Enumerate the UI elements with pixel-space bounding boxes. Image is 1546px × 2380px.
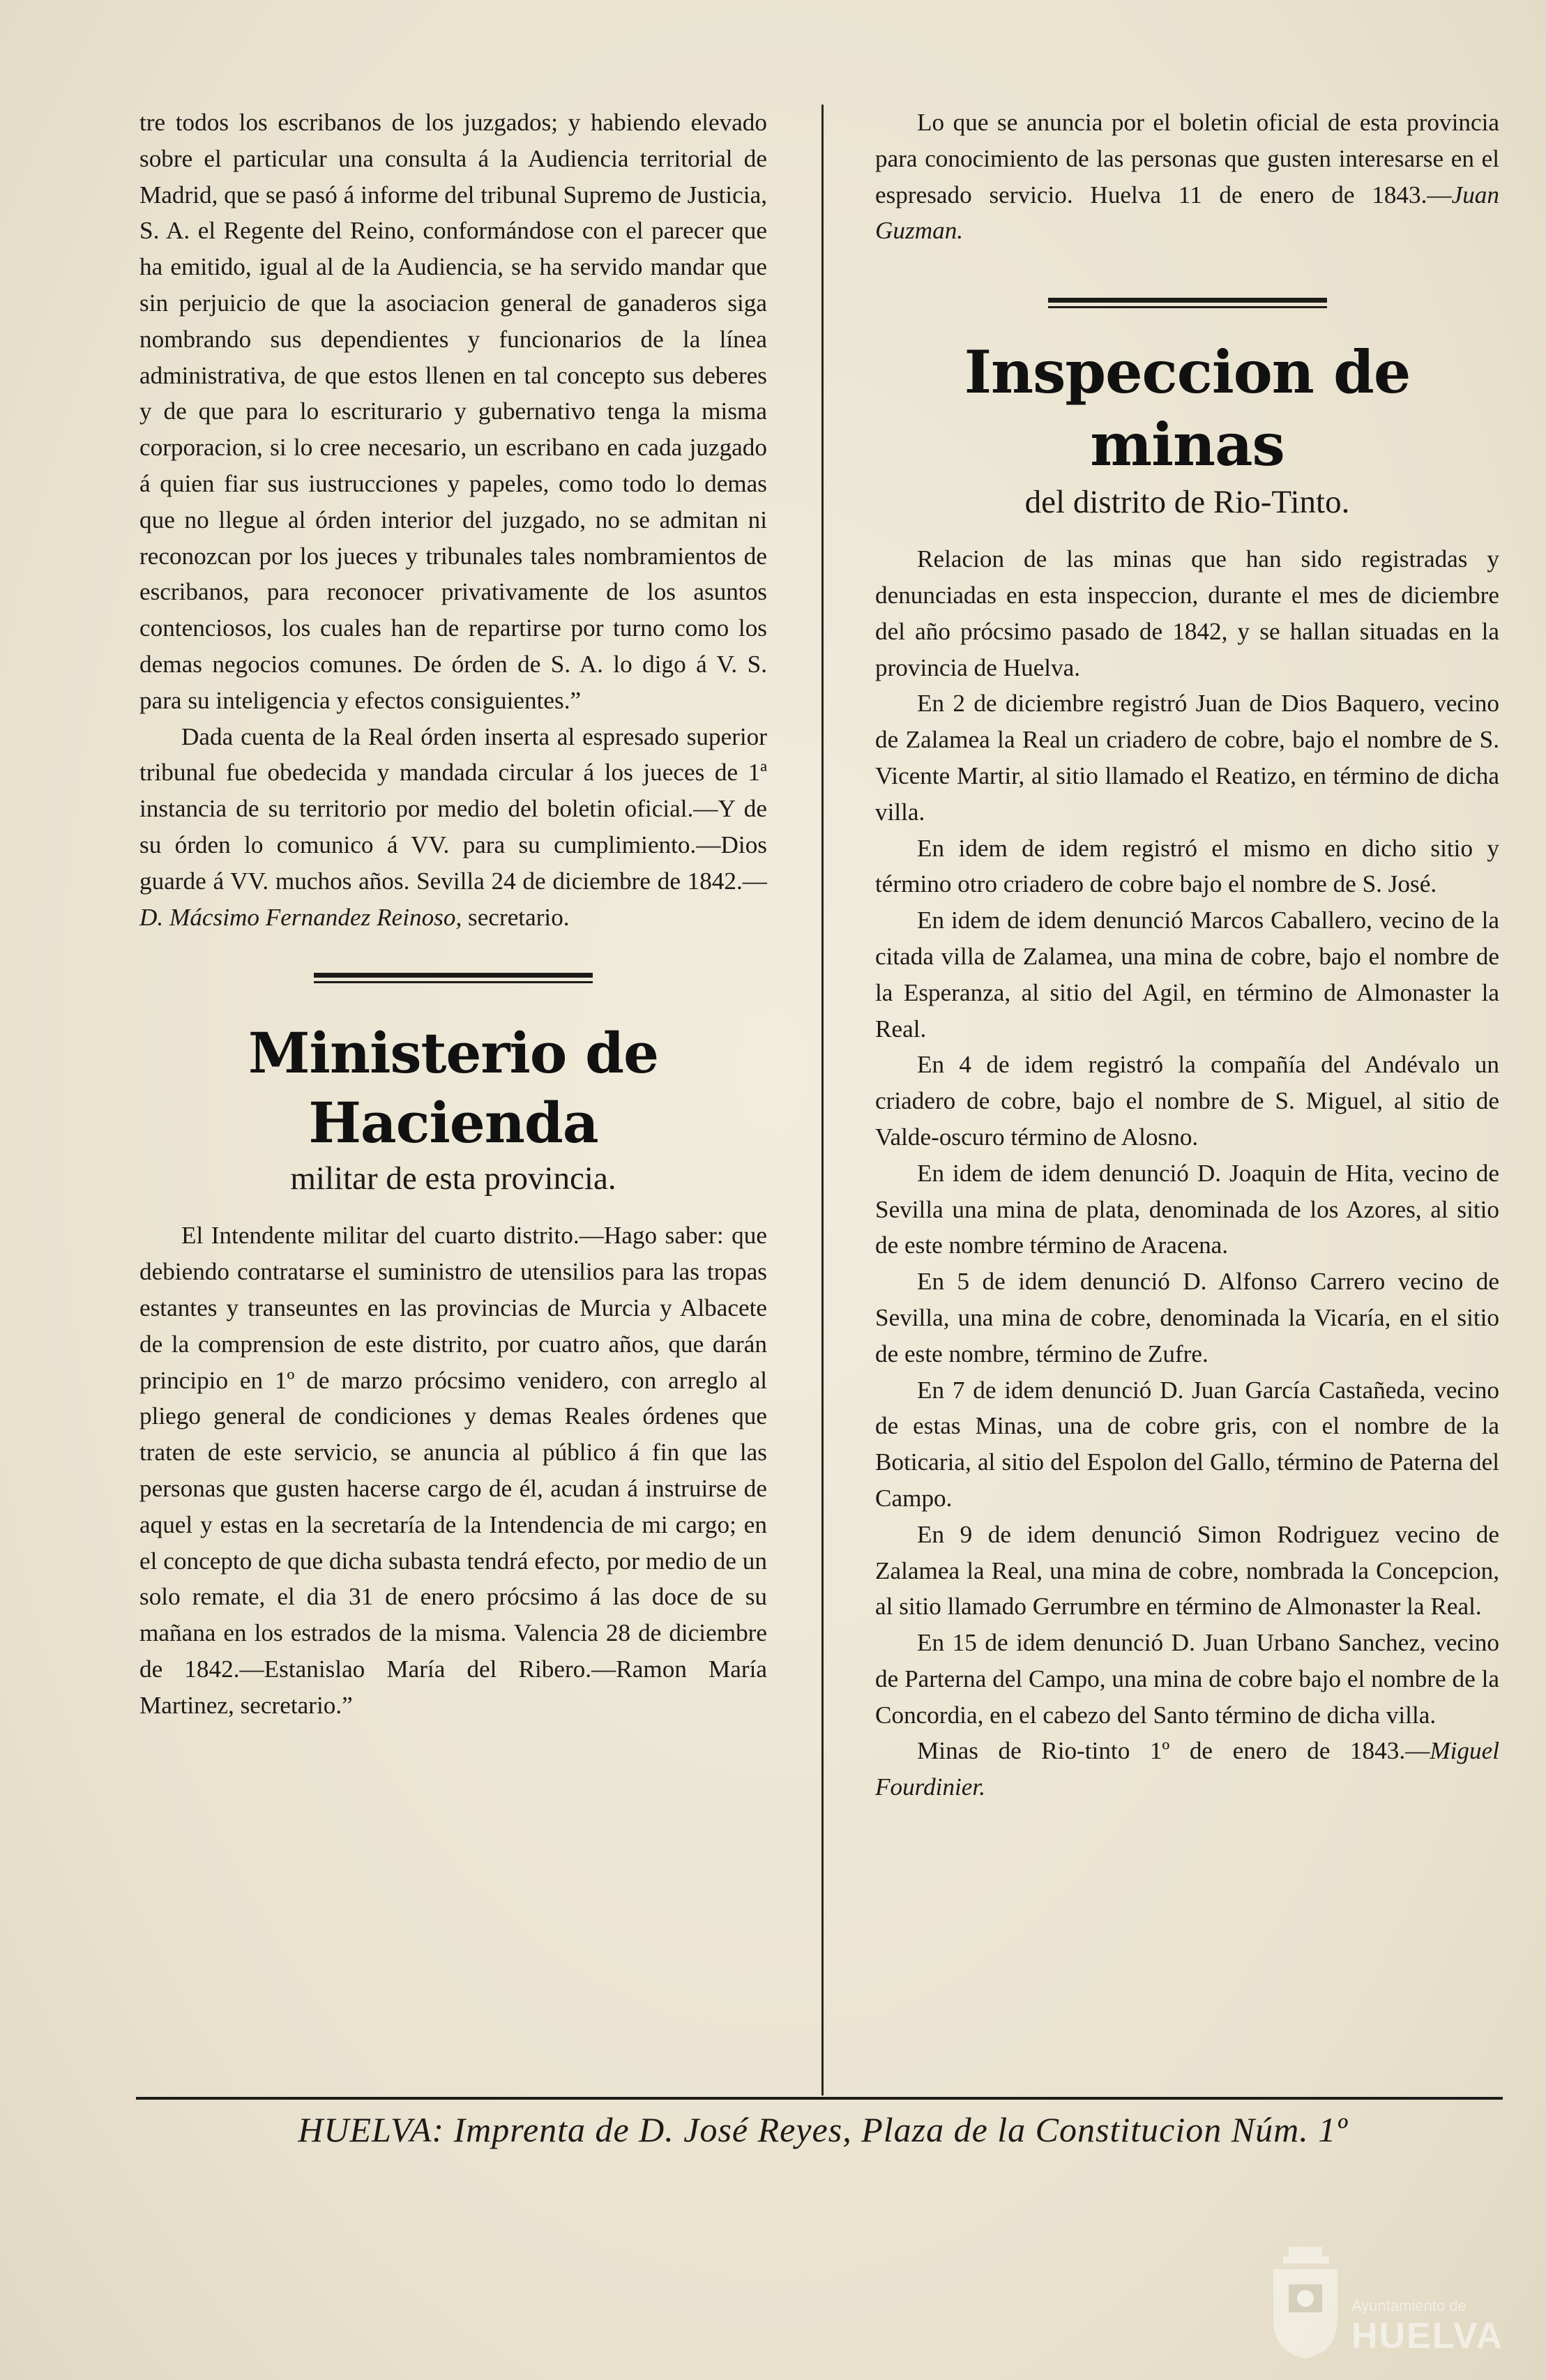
list-item: En 9 de idem denunció Simon Rodriguez vecino de Zalamea la Real, una mina de cobre, nombrada la Concepcion, al sitio llamado Gerrumbre en término de Almonaster la Real. (875, 1520, 1499, 1621)
list-item: En 4 de idem registró la compañía del Andévalo un criadero de cobre, bajo el nombre de S. Miguel, al sitio de Valde-oscuro término de Alosno. (875, 1051, 1499, 1151)
signature: Miguel Fourdinier. (875, 1737, 1499, 1801)
section-heading: Inspeccion de minas (964, 338, 1411, 480)
signature: Juan Guzman. (875, 181, 1499, 245)
list-item: Relacion de las minas que han sido registradas y denunciadas en esta inspeccion, durante el mes de diciembre del año prócsimo pasado de 1842, y se hallan situadas en la provincia de Huelva. (875, 545, 1499, 681)
list-item: En idem de idem registró el mismo en dicho sitio y término otro criadero de cobre bajo el nombre de S. José. (875, 834, 1499, 898)
list-item: En 5 de idem denunció D. Alfonso Carrero vecino de Sevilla, una mina de cobre, denominada la Vicaría, en el sitio de este nombre, término de Zufre. (875, 1268, 1499, 1367)
closing-line (875, 1733, 1499, 1805)
column-separator (821, 105, 824, 2095)
printer-imprint: HUELVA: Imprenta de D. José Reyes, Plaza de la Constitucion Núm. 1º (298, 2110, 1348, 2149)
left-column (139, 105, 767, 1723)
divider-line (314, 981, 593, 983)
divider-line (1048, 298, 1327, 303)
watermark-small-text: Ayuntamiento de (1351, 2297, 1467, 2314)
paragraph (875, 105, 1499, 249)
continued-paragraph: tre todos los escribanos de los juzgados; y habiendo elevado sobre el particular una consulta á la Audiencia territorial de Madrid, que se pasó á informe del tribunal Supremo de Justicia, S. A. el Regente del Reino, conformándose con el parecer que ha emitido, igual al de la Audiencia, se ha servido mandar que sin perjuicio de que la asociacion general de ganaderos siga nombrando sus dependientes y funcionarios de la línea administrativa, de que estos llenen en tal concepto sus deberes y de que para lo escriturario y gubernativo tenga la misma corporacion, si lo cree necesario, un escribano en cada juzgado á quien fiar sus iustrucciones y papeles, como todo lo demas que no llegue al órden interior del juzgado, no se admitan ni reconozcan por los jueces y tribunales tales nombramientos de escribanos, para reconocer privativamente de los asuntos contenciosos, los cuales han de repartirse por turno como los demas negocios comunes. De órden de S. A. lo digo á V. S. para su inteligencia y efectos consiguientes.” (139, 109, 767, 714)
watermark-big-text: HUELVA (1351, 2316, 1504, 2356)
list-item: En 15 de idem denunció D. Juan Urbano Sanchez, vecino de Parterna del Campo, una mina de cobre bajo el nombre de la Concordia, en el cabezo del Santo término de dicha villa. (875, 1629, 1499, 1729)
section-heading: Ministerio de Hacienda (248, 1020, 658, 1156)
divider-line (1048, 306, 1327, 308)
paragraph-text: Lo que se anuncia por el boletin oficial de esta provincia para conocimiento de las personas que gusten interesarse en el espresado servicio. Huelva 11 de enero de 1843.— (875, 109, 1499, 209)
footer-rule (136, 2097, 1503, 2100)
city-shield-icon (1268, 2243, 1343, 2361)
signature: D. Mácsimo Fernandez Reinoso, (139, 903, 462, 931)
paragraph-text: Dada cuenta de la Real órden inserta al espresado superior tribunal fue obedecida y mandada circular á los jueces de 1ª instancia de su territorio por medio del boletin oficial.—Y de su órden lo comunico á VV. para su cumplimiento.—Dios guarde á VV. muchos años. Sevilla 24 de diciembre de 1842.— (139, 722, 767, 895)
section-subheading: del distrito de Rio-Tinto. (1024, 484, 1350, 521)
section-subheading: militar de esta provincia. (290, 1160, 616, 1197)
section-divider (1048, 298, 1327, 308)
list-item: En 2 de diciembre registró Juan de Dios Baquero, vecino de Zalamea la Real un criadero de cobre, bajo el nombre de S. Vicente Martir, al sitio llamado el Reatizo, en término de dicha villa. (875, 690, 1499, 826)
signature-tail: secretario. (462, 903, 570, 931)
list-item: En idem de idem denunció Marcos Caballero, vecino de la citada villa de Zalamea, una mina de cobre, bajo el nombre de la Esperanza, al sitio del Agil, en término de Almonaster la Real. (875, 907, 1499, 1043)
paragraph (139, 719, 767, 936)
paragraph: El Intendente militar del cuarto distrito.—Hago saber: que debiendo contratarse el suministro de utensilios para las tropas estantes y transeuntes en las provincias de Murcia y Albacete de la comprension de este distrito, por cuatro años, que darán principio en 1º de marzo prócsimo venidero, con arreglo al pliego general de condiciones y demas Reales órdenes que traten de este servicio, se anuncia al público á fin que las personas que gusten hacerse cargo de él, acudan á instruirse de aquel y estas en la secretaría de la Intendencia de mi cargo; en el concepto de que dicha subasta tendrá efecto, por medio de un solo remate, el dia 31 de enero prócsimo á las doce de su mañana en los estrados de la misma. Valencia 28 de diciembre de 1842.—Estanislao María del Ribero.—Ramon María Martinez, secretario.” (139, 1222, 767, 1719)
section-divider (314, 973, 593, 983)
divider-line (314, 973, 593, 978)
archive-watermark (1254, 2236, 1505, 2365)
list-item: En 7 de idem denunció D. Juan García Castañeda, vecino de estas Minas, una de cobre gris, con el nombre de la Boticaria, al sitio del Espolon del Gallo, término de Paterna del Campo. (875, 1376, 1499, 1512)
closing-text: Minas de Rio-tinto 1º de enero de 1843.— (917, 1737, 1430, 1765)
right-column (875, 105, 1499, 1805)
list-item: En idem de idem denunció D. Joaquin de Hita, vecino de Sevilla una mina de plata, denominada de los Azores, al sitio de este nombre término de Aracena. (875, 1159, 1499, 1259)
